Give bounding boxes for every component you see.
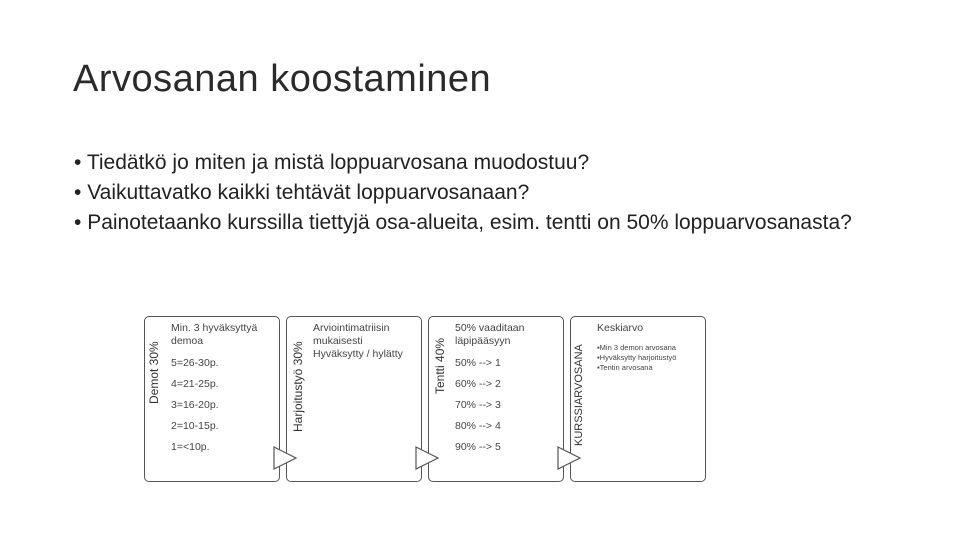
list-item-text: Hyväksytty harjoitustyö [599,353,677,362]
list-item-text: Tentin arvosana [599,363,653,372]
panel-label-harjoitustyo: Harjoitustyö 30% [291,341,305,432]
list-item: ▪Min 3 demon arvosana [597,343,676,352]
panel-items-demot [171,322,271,453]
list-item: 80% --> 4 [455,420,501,432]
panel-items-tentti [455,322,555,453]
panel-items-kurssiarvosana [597,343,697,373]
list-item: 60% --> 2 [455,378,501,390]
process-panel-kurssiarvosana [570,316,706,482]
list-item: 5=26-30p. [171,357,219,369]
list-item: ▪Tentin arvosana [597,363,653,372]
bullet-item: • Painotetaanko kurssilla tiettyjä osa-alueita, esim. tentti on 50% loppuarvosanasta? [74,208,874,238]
panel-label-tentti: Tentti 40% [433,337,447,394]
list-item: 4=21-25p. [171,378,219,390]
list-item: 50% vaaditaan läpipääsyyn [455,322,525,347]
list-item: 50% --> 1 [455,357,501,369]
bullet-list [74,148,874,238]
slide-title: Arvosanan koostaminen [73,58,492,100]
arrow-icon [555,444,583,472]
arrow-icon [271,444,299,472]
panel-label-demot: Demot 30% [147,341,161,404]
arrow-icon [413,444,441,472]
panel-label-kurssiarvosana: KURSSIARVOSANA [573,344,585,446]
bullet-item: • Vaikuttavatko kaikki tehtävät loppuarvosanaan? [74,178,874,208]
list-item: 90% --> 5 [455,441,501,453]
list-item: 2=10-15p. [171,420,219,432]
list-item: 1=<10p. [171,441,210,453]
list-item: Arviointimatriisin mukaisesti Hyväksytty / hylätty [313,322,403,360]
list-item-text: Min 3 demon arvosana [599,343,676,352]
list-item: ▪Hyväksytty harjoitustyö [597,353,677,362]
bullet-item: • Tiedätkö jo miten ja mistä loppuarvosana muodostuu? [74,148,874,178]
list-item: 70% --> 3 [455,399,501,411]
list-item: Min. 3 hyväksyttyä demoa [171,322,258,347]
panel-items-harjoitustyo [313,322,413,361]
list-item: 3=16-20p. [171,399,219,411]
panel-heading-kurssiarvosana: Keskiarvo [597,322,644,334]
